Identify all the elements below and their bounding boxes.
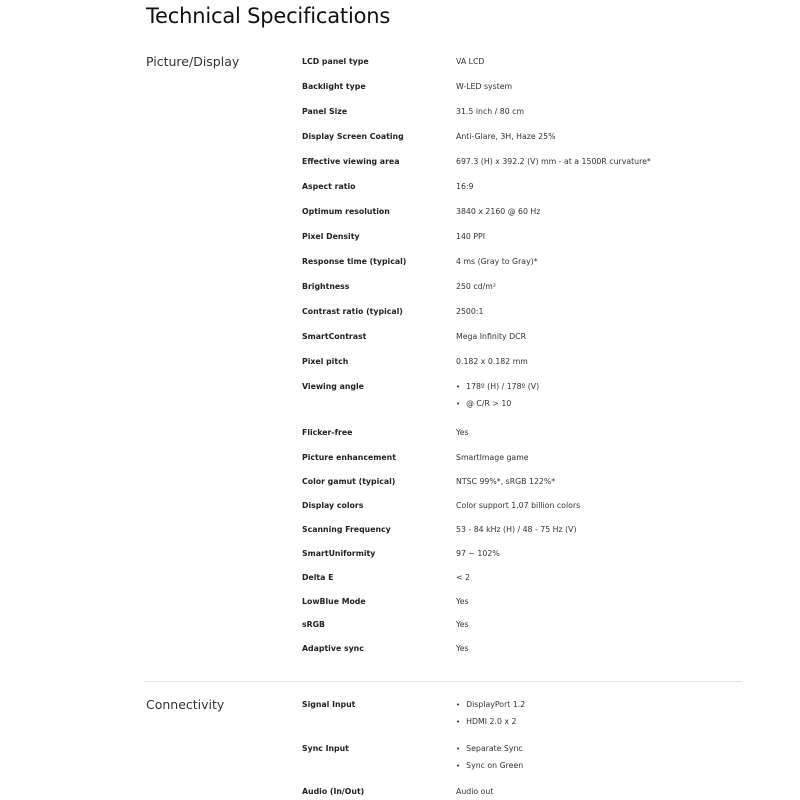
spec-row-scanning-frequency [300, 525, 740, 541]
spec-row-aspect-ratio [300, 182, 740, 198]
spec-value: Yes [456, 620, 469, 629]
spec-row-panel-size [300, 107, 740, 123]
spec-value: 140 PPI [456, 232, 486, 241]
spec-value: 4 ms (Gray to Gray)* [456, 257, 538, 266]
spec-row-sync-input [300, 744, 740, 778]
spec-value: 2500:1 [456, 307, 484, 316]
spec-row-color-gamut [300, 477, 740, 493]
spec-value: Anti-Glare, 3H, Haze 25% [456, 132, 556, 141]
spec-value-list [456, 700, 525, 734]
spec-row-audio-in-out [300, 787, 740, 800]
spec-value: < 2 [456, 573, 470, 582]
spec-value-bullet: • @ C/R > 10 [456, 399, 539, 416]
spec-value-list [456, 744, 523, 778]
spec-row-optimum-resolution [300, 207, 740, 223]
spec-value: 97 ~ 102% [456, 549, 500, 558]
spec-value: Audio out [456, 787, 494, 796]
spec-label: Display colors [302, 501, 364, 510]
spec-value-bullet: • DisplayPort 1.2 [456, 700, 525, 717]
spec-row-srgb [300, 620, 740, 636]
spec-value: Mega Infinity DCR [456, 332, 527, 341]
spec-row-delta-e [300, 573, 740, 589]
spec-row-lcd-panel-type [300, 57, 740, 73]
spec-row-picture-enhancement [300, 453, 740, 469]
spec-row-adaptive-sync [300, 644, 740, 660]
spec-value: Yes [456, 644, 469, 653]
section-title-picture-display: Picture/Display [146, 54, 240, 69]
spec-value: Yes [456, 428, 469, 437]
spec-label: Pixel pitch [302, 357, 349, 366]
spec-value-bullet: • HDMI 2.0 x 2 [456, 717, 525, 734]
spec-label: Response time (typical) [302, 257, 407, 266]
spec-label: Panel Size [302, 107, 348, 116]
spec-label: Signal Input [302, 700, 356, 709]
spec-value: NTSC 99%*, sRGB 122%* [456, 477, 556, 486]
spec-label: Optimum resolution [302, 207, 390, 216]
page-title: Technical Specifications [146, 4, 391, 28]
spec-value: Color support 1.07 billion colors [456, 501, 581, 510]
spec-value: 697.3 (H) x 392.2 (V) mm - at a 1500R curvature* [456, 157, 651, 166]
spec-label: Audio (In/Out) [302, 787, 365, 796]
spec-row-smartcontrast [300, 332, 740, 348]
spec-label: Contrast ratio (typical) [302, 307, 403, 316]
spec-row-effective-viewing-area [300, 157, 740, 173]
spec-label: Picture enhancement [302, 453, 396, 462]
spec-label: Aspect ratio [302, 182, 356, 191]
spec-value: 0.182 x 0.182 mm [456, 357, 528, 366]
spec-label: LCD panel type [302, 57, 369, 66]
spec-row-signal-input [300, 700, 740, 734]
spec-row-display-screen-coating [300, 132, 740, 148]
spec-label: Effective viewing area [302, 157, 400, 166]
spec-value: VA LCD [456, 57, 485, 66]
spec-label: Viewing angle [302, 382, 364, 391]
spec-row-display-colors [300, 501, 740, 517]
spec-value: 250 cd/m² [456, 282, 496, 291]
spec-label: Flicker-free [302, 428, 353, 437]
spec-row-viewing-angle [300, 382, 740, 416]
spec-label: LowBlue Mode [302, 597, 366, 606]
spec-value: Yes [456, 597, 469, 606]
spec-row-pixel-pitch [300, 357, 740, 373]
spec-label: Brightness [302, 282, 350, 291]
spec-label: Color gamut (typical) [302, 477, 396, 486]
spec-value: 31.5 inch / 80 cm [456, 107, 525, 116]
section-title-connectivity: Connectivity [146, 697, 225, 712]
spec-label: Backlight type [302, 82, 366, 91]
spec-label: Delta E [302, 573, 334, 582]
spec-value-list [456, 382, 539, 416]
spec-label: sRGB [302, 620, 325, 629]
spec-label: Adaptive sync [302, 644, 364, 653]
spec-value: 53 - 84 kHz (H) / 48 - 75 Hz (V) [456, 525, 577, 534]
spec-row-response-time [300, 257, 740, 273]
spec-value: SmartImage game [456, 453, 529, 462]
spec-value-bullet: • 178º (H) / 178º (V) [456, 382, 539, 399]
spec-row-contrast-ratio [300, 307, 740, 323]
spec-value: 3840 x 2160 @ 60 Hz [456, 207, 541, 216]
spec-value: 16:9 [456, 182, 474, 191]
spec-label: Display Screen Coating [302, 132, 404, 141]
spec-value-bullet: • Separate Sync [456, 744, 523, 761]
spec-label: Pixel Density [302, 232, 360, 241]
spec-value: W-LED system [456, 82, 513, 91]
spec-row-flicker-free [300, 428, 740, 444]
spec-label: Scanning Frequency [302, 525, 391, 534]
section-divider [144, 681, 742, 682]
spec-row-pixel-density [300, 232, 740, 248]
spec-label: Sync Input [302, 744, 349, 753]
spec-row-smartuniformity [300, 549, 740, 565]
spec-row-backlight-type [300, 82, 740, 98]
spec-label: SmartUniformity [302, 549, 376, 558]
spec-label: SmartContrast [302, 332, 367, 341]
spec-row-brightness [300, 282, 740, 298]
spec-value-bullet: • Sync on Green [456, 761, 523, 778]
spec-row-lowblue-mode [300, 597, 740, 613]
